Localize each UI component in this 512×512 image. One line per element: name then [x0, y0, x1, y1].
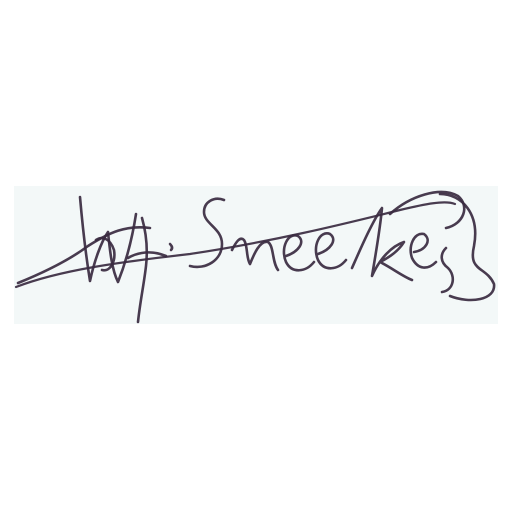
letter-e-stroke-3 — [411, 234, 436, 268]
period-dot — [170, 244, 172, 250]
initial-stroke — [138, 218, 147, 322]
letter-s-end-stroke — [442, 248, 453, 292]
letter-e-stroke-1 — [284, 235, 314, 270]
signature-ink — [16, 192, 494, 322]
letter-s-stroke — [190, 199, 224, 267]
letter-e-stroke-2 — [316, 233, 346, 268]
signature-end-flourish — [440, 194, 494, 300]
